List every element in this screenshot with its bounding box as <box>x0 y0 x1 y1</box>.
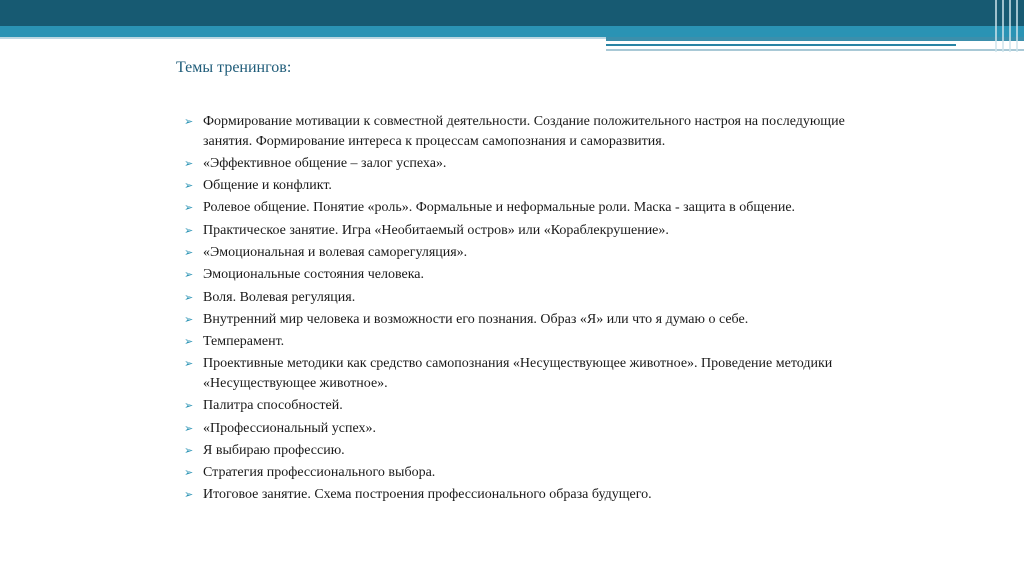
topic-list <box>184 112 856 508</box>
list-item-text: «Эффективное общение – залог успеха». <box>203 155 447 171</box>
header-decorative-stripes <box>992 0 1024 52</box>
list-item <box>184 198 856 218</box>
chevron-right-icon: ➢ <box>184 223 194 237</box>
list-item-text: Итоговое занятие. Схема построения профессионального образа будущего. <box>203 487 652 503</box>
header-band <box>0 0 1024 26</box>
header-divider-right-light <box>606 49 1024 51</box>
chevron-right-icon: ➢ <box>184 357 194 371</box>
list-item <box>184 441 856 461</box>
list-item-text: Эмоциональные состояния человека. <box>203 267 424 283</box>
list-item <box>184 288 856 308</box>
header-accent-band <box>0 26 1024 37</box>
chevron-right-icon: ➢ <box>184 488 194 502</box>
list-item <box>184 485 856 505</box>
chevron-right-icon: ➢ <box>184 443 194 457</box>
chevron-right-icon: ➢ <box>184 115 194 128</box>
list-item <box>184 221 856 241</box>
list-item <box>184 112 856 151</box>
list-item <box>184 463 856 483</box>
chevron-right-icon: ➢ <box>184 312 194 326</box>
list-item-text: Я выбираю профессию. <box>203 442 345 458</box>
chevron-right-icon: ➢ <box>184 399 194 413</box>
list-item-text: Проективные методики как средство самопознания «Несуществующее животное». Проведение методики «Несуществующее животное». <box>203 356 833 391</box>
list-item <box>184 265 856 285</box>
list-item-text: Формирование мотивации к совместной деятельности. Создание положительного настроя на последующие занятия. Формирование интереса к процессам самопознания и саморазвития. <box>203 114 845 149</box>
list-item <box>184 154 856 174</box>
list-item-text: Общение и конфликт. <box>203 178 332 194</box>
list-item-text: Внутренний мир человека и возможности его познания. Образ «Я» или что я думаю о себе. <box>203 311 749 327</box>
list-item-text: «Профессиональный успех». <box>203 420 376 436</box>
chevron-right-icon: ➢ <box>184 290 194 304</box>
header-divider-left <box>0 37 610 39</box>
chevron-right-icon: ➢ <box>184 421 194 435</box>
header-divider-right <box>606 37 1024 41</box>
list-item-text: Воля. Волевая регуляция. <box>203 289 356 305</box>
header-divider-right-thin <box>606 44 956 46</box>
chevron-right-icon: ➢ <box>184 268 194 282</box>
chevron-right-icon: ➢ <box>184 335 194 349</box>
list-item-text: Практическое занятие. Игра «Необитаемый остров» или «Кораблекрушение». <box>203 222 669 238</box>
chevron-right-icon: ➢ <box>184 156 194 170</box>
slide-title: Темы тренингов: <box>176 59 292 76</box>
chevron-right-icon: ➢ <box>184 201 194 215</box>
list-item <box>184 332 856 352</box>
list-item <box>184 396 856 416</box>
list-item-text: Темперамент. <box>203 334 285 350</box>
list-item-text: Ролевое общение. Понятие «роль». Формальные и неформальные роли. Маска - защита в общение. <box>203 200 796 216</box>
list-item-text: Стратегия профессионального выбора. <box>203 465 436 481</box>
list-item <box>184 243 856 263</box>
list-item <box>184 176 856 196</box>
list-item-text: Палитра способностей. <box>203 398 343 414</box>
chevron-right-icon: ➢ <box>184 466 194 480</box>
list-item <box>184 310 856 330</box>
list-item <box>184 354 856 393</box>
chevron-right-icon: ➢ <box>184 245 194 259</box>
chevron-right-icon: ➢ <box>184 179 194 193</box>
list-item <box>184 419 856 439</box>
list-item-text: «Эмоциональная и волевая саморегуляция». <box>203 244 468 260</box>
